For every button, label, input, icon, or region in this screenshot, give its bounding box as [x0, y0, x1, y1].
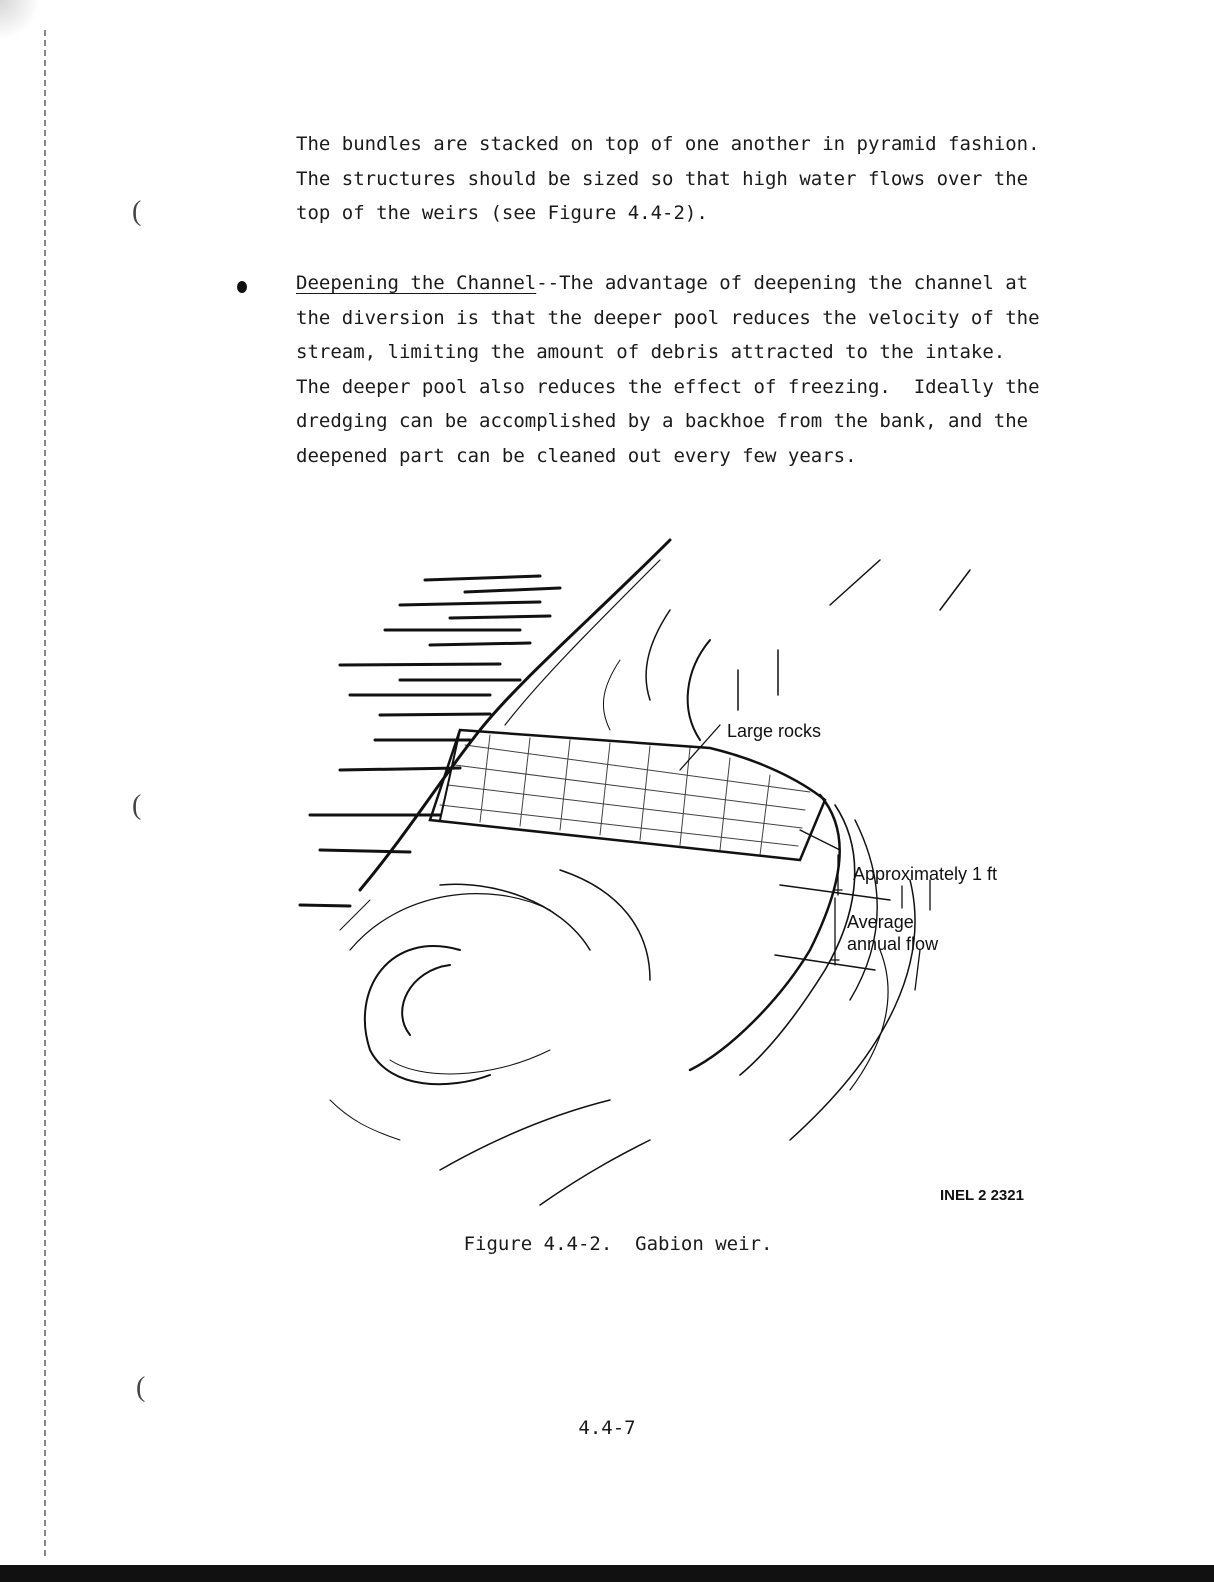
text-line: deepened part can be cleaned out every few years. [296, 444, 857, 467]
bullet-icon [237, 281, 247, 293]
text-line: stream, limiting the amount of debris attracted to the intake. [296, 341, 1006, 363]
label-average: Average [847, 912, 914, 932]
paragraph-1 [296, 127, 1066, 231]
text-line: --The advantage of deepening the channel at [536, 272, 1029, 294]
scan-left-edge [44, 30, 46, 1560]
scan-bottom-edge [0, 1565, 1214, 1582]
text-line: dredging can be accomplished by a backhoe from the bank, and the [296, 410, 1029, 432]
margin-mark: ( [132, 790, 142, 821]
text-line: The bundles are stacked on top of one another in pyramid fashion. [296, 133, 1040, 155]
label-approximately-1ft: Approximately 1 ft [853, 864, 998, 884]
label-large-rocks: Large rocks [727, 721, 822, 741]
section-heading: Deepening the Channel [296, 272, 537, 294]
label-annual-flow: annual flow [847, 934, 939, 954]
text-line: The deeper pool also reduces the effect of freezing. Ideally the [296, 375, 1040, 398]
figure-caption: Figure 4.4-2. Gabion weir. [463, 1233, 773, 1255]
text-line: The structures should be sized so that high water flows over the [296, 167, 1029, 190]
page-number: 4.4-7 [578, 1417, 636, 1439]
paragraph-2 [296, 266, 1066, 473]
margin-mark: ( [136, 1372, 146, 1403]
text-line: top of the weirs (see Figure 4.4-2). [296, 202, 708, 224]
figure-id: INEL 2 2321 [940, 1187, 1024, 1204]
scan-corner-artifact [0, 0, 40, 40]
gabion-weir-figure [290, 530, 1070, 1230]
margin-mark: ( [132, 196, 142, 227]
text-line: the diversion is that the deeper pool reduces the velocity of the [296, 306, 1040, 329]
